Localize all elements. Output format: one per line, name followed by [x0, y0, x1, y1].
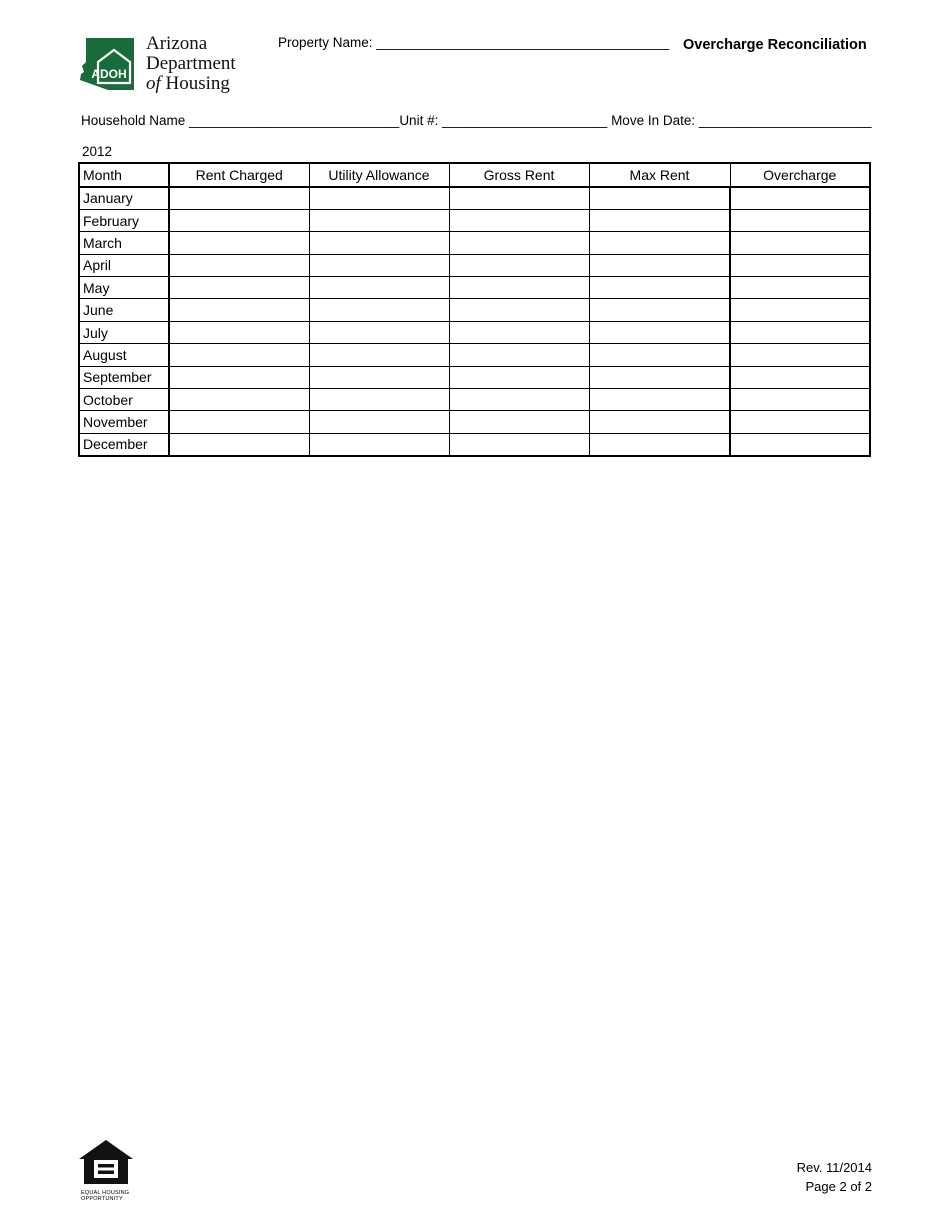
- unit-line[interactable]: ______________________: [442, 113, 608, 128]
- household-name-label: Household Name: [81, 113, 186, 128]
- move-in-date-line[interactable]: _______________________: [698, 113, 872, 128]
- entry-cell-gross-rent[interactable]: [449, 254, 589, 276]
- table-row-march: [79, 232, 870, 254]
- month-cell: July: [79, 321, 169, 343]
- entry-cell-rent-charged[interactable]: [169, 187, 309, 210]
- table-row-august: [79, 344, 870, 366]
- page-number: Page 2 of 2: [805, 1179, 872, 1194]
- entry-cell-gross-rent[interactable]: [449, 277, 589, 299]
- entry-cell-overcharge[interactable]: [730, 433, 870, 456]
- entry-cell-overcharge[interactable]: [730, 299, 870, 321]
- entry-cell-rent-charged[interactable]: [169, 299, 309, 321]
- form-title: Overcharge Reconciliation: [683, 37, 867, 53]
- arizona-state-shape-icon: [78, 36, 138, 94]
- entry-cell-overcharge[interactable]: [730, 187, 870, 210]
- entry-cell-utility-allowance[interactable]: [309, 209, 449, 231]
- table-row-june: [79, 299, 870, 321]
- equal-housing-logo: [78, 1139, 134, 1202]
- entry-cell-rent-charged[interactable]: [169, 433, 309, 456]
- entry-cell-gross-rent[interactable]: [449, 366, 589, 388]
- month-cell: October: [79, 389, 169, 411]
- month-cell: December: [79, 433, 169, 456]
- entry-cell-utility-allowance[interactable]: [309, 187, 449, 210]
- table-row-february: [79, 209, 870, 231]
- entry-cell-gross-rent[interactable]: [449, 209, 589, 231]
- column-header-overcharge: Overcharge: [730, 163, 870, 187]
- entry-cell-overcharge[interactable]: [730, 366, 870, 388]
- entry-cell-utility-allowance[interactable]: [309, 344, 449, 366]
- column-header-gross-rent: Gross Rent: [449, 163, 589, 187]
- revision-date: Rev. 11/2014: [796, 1160, 872, 1175]
- property-name-label: Property Name:: [278, 35, 373, 50]
- entry-cell-gross-rent[interactable]: [449, 411, 589, 433]
- household-info-row: [81, 113, 872, 128]
- month-cell: May: [79, 277, 169, 299]
- entry-cell-overcharge[interactable]: [730, 321, 870, 343]
- entry-cell-max-rent[interactable]: [589, 209, 730, 231]
- entry-cell-gross-rent[interactable]: [449, 232, 589, 254]
- column-header-rent-charged: Rent Charged: [169, 163, 309, 187]
- entry-cell-max-rent[interactable]: [589, 344, 730, 366]
- month-cell: August: [79, 344, 169, 366]
- entry-cell-overcharge[interactable]: [730, 411, 870, 433]
- entry-cell-gross-rent[interactable]: [449, 299, 589, 321]
- table-row-november: [79, 411, 870, 433]
- entry-cell-overcharge[interactable]: [730, 209, 870, 231]
- entry-cell-max-rent[interactable]: [589, 232, 730, 254]
- table-row-april: [79, 254, 870, 276]
- entry-cell-gross-rent[interactable]: [449, 389, 589, 411]
- entry-cell-utility-allowance[interactable]: [309, 433, 449, 456]
- entry-cell-gross-rent[interactable]: [449, 344, 589, 366]
- entry-cell-rent-charged[interactable]: [169, 209, 309, 231]
- entry-cell-overcharge[interactable]: [730, 389, 870, 411]
- entry-cell-gross-rent[interactable]: [449, 433, 589, 456]
- agency-name: [146, 34, 236, 94]
- entry-cell-max-rent[interactable]: [589, 299, 730, 321]
- entry-cell-max-rent[interactable]: [589, 366, 730, 388]
- entry-cell-rent-charged[interactable]: [169, 389, 309, 411]
- overcharge-table: [78, 162, 871, 457]
- entry-cell-rent-charged[interactable]: [169, 232, 309, 254]
- entry-cell-max-rent[interactable]: [589, 433, 730, 456]
- month-cell: June: [79, 299, 169, 321]
- property-name-line[interactable]: _______________________________________: [376, 35, 670, 50]
- table-row-may: [79, 277, 870, 299]
- year-label: 2012: [82, 144, 113, 159]
- entry-cell-utility-allowance[interactable]: [309, 411, 449, 433]
- month-cell: January: [79, 187, 169, 210]
- agency-name-line3: of Housing: [146, 73, 230, 94]
- entry-cell-overcharge[interactable]: [730, 277, 870, 299]
- entry-cell-utility-allowance[interactable]: [309, 299, 449, 321]
- entry-cell-utility-allowance[interactable]: [309, 232, 449, 254]
- equal-housing-text: EQUAL HOUSING OPPORTUNITY: [81, 1190, 130, 1202]
- table-row-january: [79, 187, 870, 210]
- month-cell: February: [79, 209, 169, 231]
- entry-cell-rent-charged[interactable]: [169, 254, 309, 276]
- entry-cell-rent-charged[interactable]: [169, 344, 309, 366]
- equal-housing-house-icon: [78, 1139, 134, 1185]
- entry-cell-overcharge[interactable]: [730, 254, 870, 276]
- household-name-line[interactable]: ____________________________: [189, 113, 400, 128]
- table-row-october: [79, 389, 870, 411]
- month-cell: March: [79, 232, 169, 254]
- entry-cell-max-rent[interactable]: [589, 321, 730, 343]
- entry-cell-utility-allowance[interactable]: [309, 389, 449, 411]
- entry-cell-overcharge[interactable]: [730, 232, 870, 254]
- entry-cell-max-rent[interactable]: [589, 389, 730, 411]
- column-header-utility-allowance: Utility Allowance: [309, 163, 449, 187]
- agency-name-line2: Department: [146, 53, 236, 74]
- entry-cell-max-rent[interactable]: [589, 187, 730, 210]
- entry-cell-utility-allowance[interactable]: [309, 277, 449, 299]
- entry-cell-overcharge[interactable]: [730, 344, 870, 366]
- table-row-september: [79, 366, 870, 388]
- property-name-field[interactable]: [278, 35, 669, 50]
- entry-cell-max-rent[interactable]: [589, 411, 730, 433]
- entry-cell-gross-rent[interactable]: [449, 321, 589, 343]
- column-header-max-rent: Max Rent: [589, 163, 730, 187]
- entry-cell-utility-allowance[interactable]: [309, 254, 449, 276]
- entry-cell-rent-charged[interactable]: [169, 277, 309, 299]
- move-in-date-label: Move In Date:: [611, 113, 696, 128]
- entry-cell-gross-rent[interactable]: [449, 187, 589, 210]
- table-row-july: [79, 321, 870, 343]
- column-header-month: Month: [79, 163, 169, 187]
- entry-cell-rent-charged[interactable]: [169, 321, 309, 343]
- logo-badge-text: ADOH: [91, 67, 127, 81]
- unit-label: Unit #:: [399, 113, 439, 128]
- agency-name-line1: Arizona: [146, 33, 208, 54]
- entry-cell-utility-allowance[interactable]: [309, 321, 449, 343]
- entry-cell-rent-charged[interactable]: [169, 366, 309, 388]
- month-cell: April: [79, 254, 169, 276]
- entry-cell-max-rent[interactable]: [589, 277, 730, 299]
- table-row-december: [79, 433, 870, 456]
- entry-cell-rent-charged[interactable]: [169, 411, 309, 433]
- entry-cell-max-rent[interactable]: [589, 254, 730, 276]
- month-cell: November: [79, 411, 169, 433]
- entry-cell-utility-allowance[interactable]: [309, 366, 449, 388]
- footer-info: [797, 1158, 872, 1196]
- month-cell: September: [79, 366, 169, 388]
- table-header-row: [79, 163, 870, 187]
